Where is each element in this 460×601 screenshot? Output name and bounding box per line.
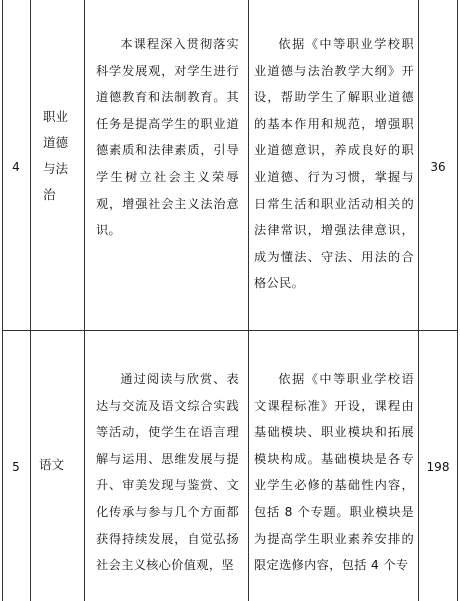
course-content: 依据《中等职业学校语文课程标准》开设，课程由基础模块、职业模块和拓展模块构成。基础模块是各专业学生必修的基础性内容，包括 8 个专题。职业模块是为提高学生职业素养安排的限定选修内容，包括 4 个专 [254,372,414,573]
row-divider [2,330,458,331]
course-objectives: 本课程深入贯彻落实科学发展观，对学生进行道德教育和法制教育。其任务是提高学生的职业道德素质和法律素质，引导学生树立社会主义荣辱观，增强社会主义法治意识。 [96,37,239,238]
table-border-left [2,0,3,601]
row-number: 4 [12,160,20,174]
course-hours: 198 [426,460,450,474]
course-objectives: 通过阅读与欣赏、表达与交流及语文综合实践等活动，使学生在语言理解与运用、思维发展与提升、审美发现与鉴赏、文化传承与参与几个方面都获得持续发展，自觉弘扬社会主义核心价值观，坚 [96,372,239,573]
table-border-right [457,0,458,601]
course-hours: 36 [430,160,446,174]
course-content: 依据《中等职业学校职业道德与法治教学大纲》开设，帮助学生了解职业道德的基本作用和规范，增强职业道德意识，养成良好的职业道德、行为习惯，掌握与日常生活和职业活动相关的法律常识，增强法律意识，成为懂法、守法、用法的合格公民。 [254,37,414,291]
column-divider [248,0,249,601]
course-name: 职业道德与法治 [43,109,69,202]
column-divider [84,0,85,601]
course-name: 语文 [39,457,65,472]
column-divider [418,0,419,601]
column-divider [30,0,31,601]
row-number: 5 [12,460,20,474]
